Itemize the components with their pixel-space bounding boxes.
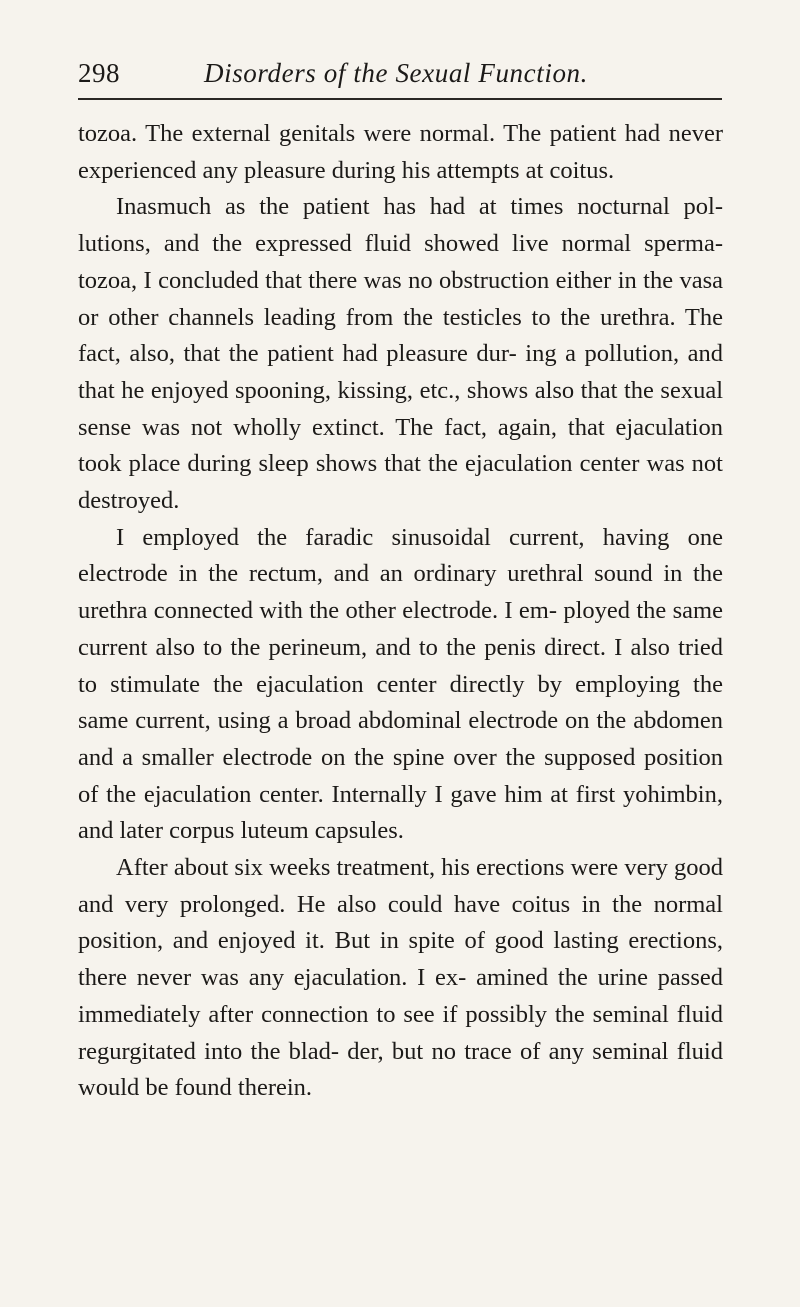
- page-header: [78, 58, 724, 98]
- paragraph: After about six weeks treatment, his erections were very good and very prolonged. He also could have coitus in the normal position, and enjoyed it. But in spite of good lasting erections, there never was any ejaculation. I ex- amined the urine passed immediately after connection to see if possibly the seminal fluid regurgitated into the blad- der, but no trace of any seminal fluid would be found therein.: [78, 854, 723, 1102]
- paragraph-continuation: tozoa. The external genitals were normal. The patient had never experienced any pleasure during his attempts at coitus.: [78, 120, 723, 184]
- paragraph: Inasmuch as the patient has had at times nocturnal pol- lutions, and the expressed fluid showed live normal sperma- tozoa, I concluded that there was no obstruction either in the vasa or other channels leading from the testicles to the urethra. The fact, also, that the patient had pleasure dur- ing a pollution, and that he enjoyed spooning, kissing, etc., shows also that the sexual sense was not wholly extinct. The fact, again, that ejaculation took place during sleep shows that the ejaculation center was not destroyed.: [78, 193, 723, 515]
- running-title: Disorders of the Sexual Function.: [204, 58, 588, 88]
- page-number: 298: [78, 58, 120, 88]
- paragraph: I employed the faradic sinusoidal current, having one electrode in the rectum, and an ordinary urethral sound in the urethra connected with the other electrode. I em- ployed the same current also to the perineum, and to the penis direct. I also tried to stimulate the ejaculation center directly by employing the same current, using a broad abdominal electrode on the abdomen and a smaller electrode on the spine over the supposed position of the ejaculation center. Internally I gave him at first yohimbin, and later corpus luteum capsules.: [78, 523, 723, 845]
- body-text: [78, 116, 723, 1107]
- header-rule: [78, 98, 722, 100]
